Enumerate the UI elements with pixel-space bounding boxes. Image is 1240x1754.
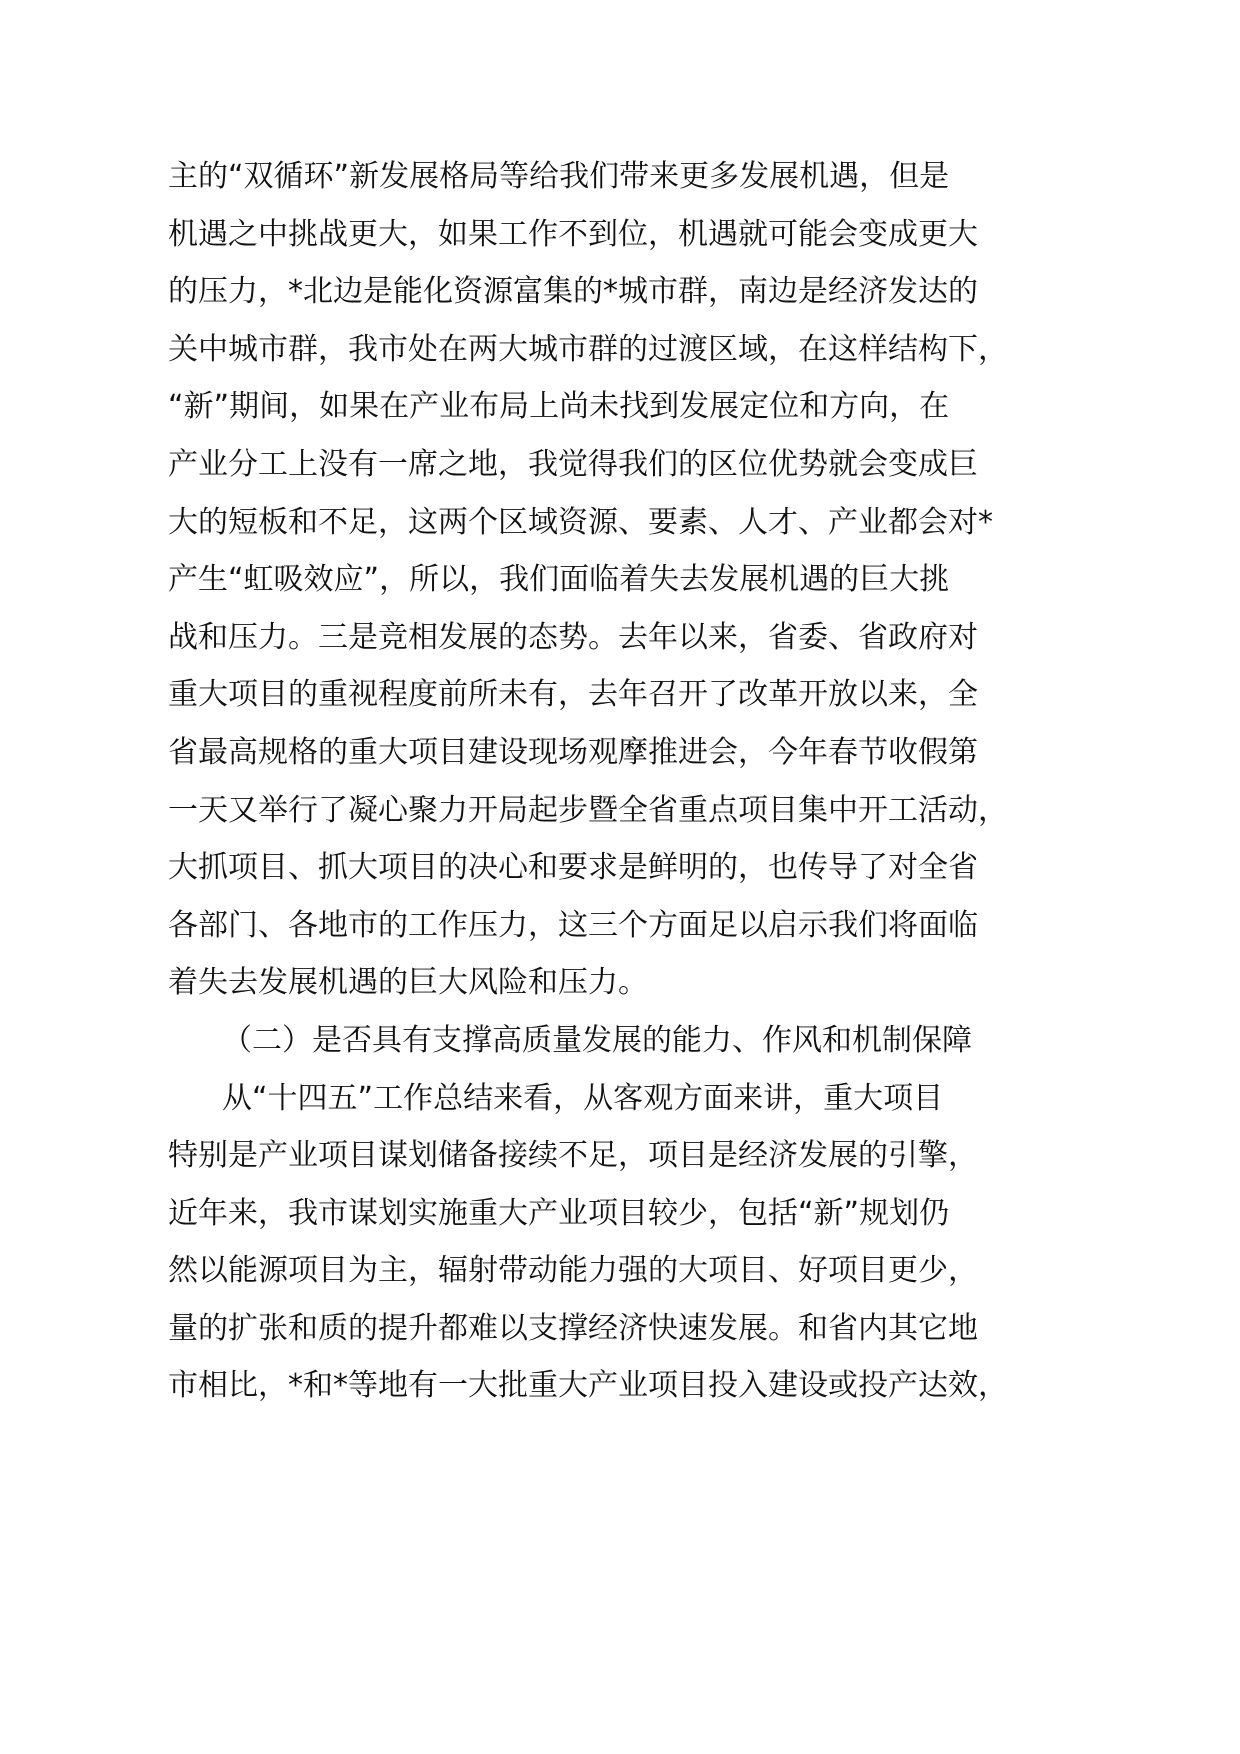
paragraph-line: 重大项目的重视程度前所未有，去年召开了改革开放以来，全 — [168, 677, 978, 713]
paragraph-line: 从“十四五”工作总结来看，从客观方面来讲，重大项目 — [222, 1080, 944, 1116]
paragraph-line: 市相比，*和*等地有一大批重大产业项目投入建设或投产达效， — [168, 1368, 1008, 1404]
paragraph-line: 战和压力。三是竞相发展的态势。去年以来，省委、省政府对 — [168, 619, 978, 655]
paragraph-line: 产生“虹吸效应”，所以，我们面临着失去发展机遇的巨大挑 — [168, 562, 950, 598]
paragraph-line: 各部门、各地市的工作压力，这三个方面足以启示我们将面临 — [168, 907, 978, 943]
paragraph-line: 着失去发展机遇的巨大风险和压力。 — [168, 965, 648, 1001]
paragraph-line: 省最高规格的重大项目建设现场观摩推进会，今年春节收假第 — [168, 734, 978, 770]
section-heading: （二）是否具有支撑高质量发展的能力、作风和机制保障 — [222, 1022, 972, 1058]
paragraph-line: 关中城市群，我市处在两大城市群的过渡区域，在这样结构下， — [168, 331, 1008, 367]
paragraph-line: 大的短板和不足，这两个区域资源、要素、人才、产业都会对* — [168, 504, 993, 540]
document-body — [168, 148, 1008, 1415]
paragraph-line: 的压力，*北边是能化资源富集的*城市群，南边是经济发达的 — [168, 274, 978, 310]
paragraph-line: “新”期间，如果在产业布局上尚未找到发展定位和方向，在 — [168, 389, 950, 425]
paragraph-line: 一天又举行了凝心聚力开局起步暨全省重点项目集中开工活动， — [168, 792, 1008, 828]
paragraph-line: 特别是产业项目谋划储备接续不足，项目是经济发展的引擎， — [168, 1138, 978, 1174]
paragraph-line: 产业分工上没有一席之地，我觉得我们的区位优势就会变成巨 — [168, 446, 978, 482]
paragraph-line: 然以能源项目为主，辐射带动能力强的大项目、好项目更少， — [168, 1253, 978, 1289]
paragraph-line: 近年来，我市谋划实施重大产业项目较少，包括“新”规划仍 — [168, 1195, 950, 1231]
paragraph-line: 大抓项目、抓大项目的决心和要求是鲜明的，也传导了对全省 — [168, 850, 978, 886]
paragraph-line: 量的扩张和质的提升都难以支撑经济快速发展。和省内其它地 — [168, 1310, 978, 1346]
paragraph-line: 主的“双循环”新发展格局等给我们带来更多发展机遇，但是 — [168, 159, 950, 194]
paragraph-line: 机遇之中挑战更大，如果工作不到位，机遇就可能会变成更大 — [168, 216, 978, 252]
